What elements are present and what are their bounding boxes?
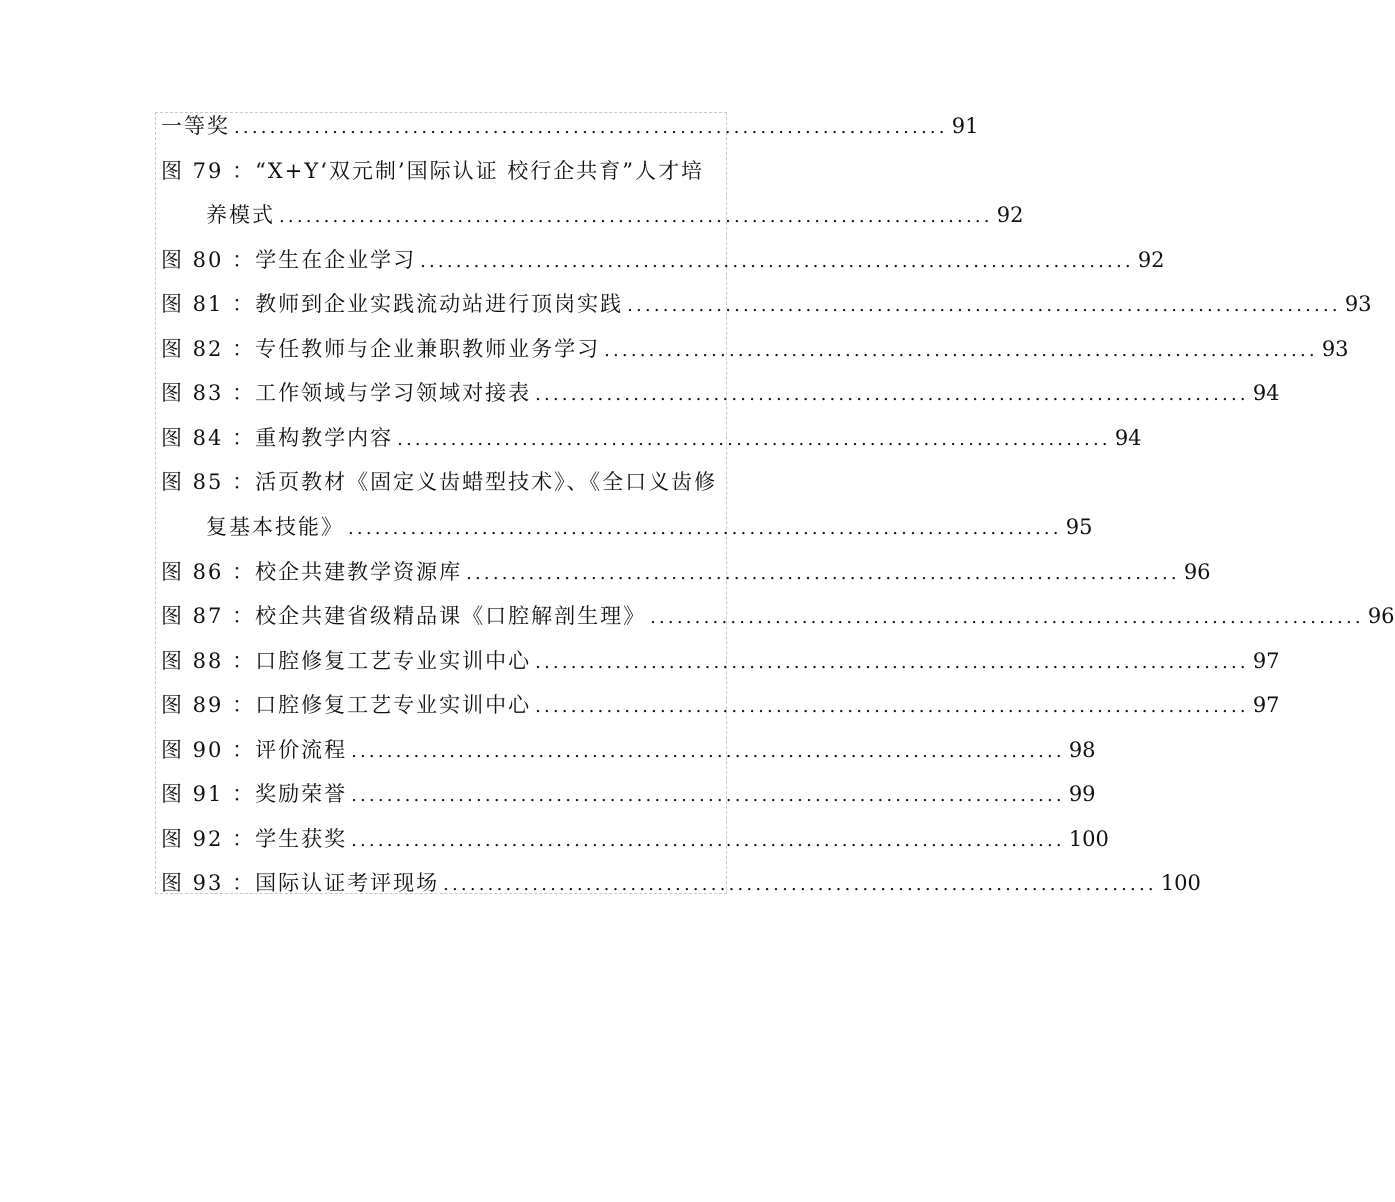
toc-page-number: 93 bbox=[1344, 292, 1372, 316]
dot-leader: ................................................................................ bbox=[351, 741, 1065, 762]
toc-entry-fig-83[interactable] bbox=[161, 378, 1280, 408]
toc-entry-fig-79[interactable] bbox=[161, 156, 722, 186]
toc-page-number: 92 bbox=[1137, 248, 1165, 272]
dot-leader: ................................................................................ bbox=[535, 696, 1249, 717]
toc-page-number: 93 bbox=[1321, 337, 1349, 361]
toc-entry-fig-91[interactable] bbox=[161, 779, 1096, 809]
toc-entry-fig-93[interactable] bbox=[161, 868, 1201, 898]
toc-page-number: 97 bbox=[1252, 693, 1280, 717]
toc-entry-title: 图 93 ：国际认证考评现场 bbox=[161, 871, 440, 895]
toc-entry-title: 图 79 ：“X+Y‘双元制’国际认证 校行企共育”人才培 bbox=[161, 159, 704, 183]
toc-entry-title: 图 86 ：校企共建教学资源库 bbox=[161, 560, 463, 584]
toc-page-number: 100 bbox=[1160, 871, 1201, 895]
toc-entry-fig-86[interactable] bbox=[161, 557, 1211, 587]
toc-entry-title: 图 87 ：校企共建省级精品课《口腔解剖生理》 bbox=[161, 604, 647, 628]
toc-entry-title: 图 89 ：口腔修复工艺专业实训中心 bbox=[161, 693, 532, 717]
toc-entry-fig-81[interactable] bbox=[161, 289, 1372, 319]
toc-entry-title: 图 85 ：活页教材《固定义齿蜡型技术》、《全口义齿修 bbox=[161, 470, 718, 494]
dot-leader: ................................................................................ bbox=[535, 652, 1249, 673]
toc-entry-title: 图 81 ：教师到企业实践流动站进行顶岗实践 bbox=[161, 292, 624, 316]
toc-page-number: 98 bbox=[1068, 738, 1096, 762]
dot-leader: ................................................................................ bbox=[351, 830, 1065, 851]
toc-entry-fig-92[interactable] bbox=[161, 824, 1109, 854]
toc-entry-fig-85[interactable] bbox=[161, 467, 722, 497]
toc-entry-title: 复基本技能》 bbox=[206, 515, 344, 539]
toc-page-number: 94 bbox=[1252, 381, 1280, 405]
toc-entry-title: 图 80 ：学生在企业学习 bbox=[161, 248, 417, 272]
dot-leader: ................................................................................ bbox=[535, 384, 1249, 405]
toc-entry-award[interactable] bbox=[161, 111, 979, 141]
toc-entry-title: 养模式 bbox=[206, 203, 275, 227]
toc-page-number: 97 bbox=[1252, 649, 1280, 673]
dot-leader: ................................................................................ bbox=[348, 518, 1062, 539]
toc-entry-title: 图 82 ：专任教师与企业兼职教师业务学习 bbox=[161, 337, 601, 361]
toc-entry-title: 图 91 ：奖励荣誉 bbox=[161, 782, 348, 806]
toc-entry-fig-87[interactable] bbox=[161, 601, 1395, 631]
toc-page-number: 92 bbox=[996, 203, 1024, 227]
toc-entry-title: 图 92 ：学生获奖 bbox=[161, 827, 348, 851]
toc-entry-fig-90[interactable] bbox=[161, 735, 1096, 765]
toc-page-number: 99 bbox=[1068, 782, 1096, 806]
toc-entry-fig-84[interactable] bbox=[161, 423, 1142, 453]
toc-entry-fig-88[interactable] bbox=[161, 646, 1280, 676]
toc-entry-fig-80[interactable] bbox=[161, 245, 1165, 275]
dot-leader: ................................................................................ bbox=[351, 785, 1065, 806]
toc-page-number: 96 bbox=[1183, 560, 1211, 584]
toc-entry-title: 图 84 ：重构教学内容 bbox=[161, 426, 394, 450]
toc-page-number: 100 bbox=[1068, 827, 1109, 851]
dot-leader: ................................................................................ bbox=[397, 429, 1111, 450]
toc-entry-title: 图 90 ：评价流程 bbox=[161, 738, 348, 762]
dot-leader: ................................................................................ bbox=[466, 563, 1180, 584]
dot-leader: ................................................................................ bbox=[627, 295, 1341, 316]
toc-entry-title: 图 83 ：工作领域与学习领域对接表 bbox=[161, 381, 532, 405]
toc-entry-fig-89[interactable] bbox=[161, 690, 1280, 720]
toc-page-number: 96 bbox=[1367, 604, 1395, 628]
dot-leader: ................................................................................ bbox=[650, 607, 1364, 628]
toc-entry-fig-82[interactable] bbox=[161, 334, 1349, 364]
toc-page-number: 95 bbox=[1065, 515, 1093, 539]
toc-entry-fig-85-continued[interactable] bbox=[206, 512, 1093, 542]
toc-page-number: 94 bbox=[1114, 426, 1142, 450]
dot-leader: ................................................................................ bbox=[279, 206, 993, 227]
toc-entry-title: 图 88 ：口腔修复工艺专业实训中心 bbox=[161, 649, 532, 673]
dot-leader: ................................................................................ bbox=[420, 251, 1134, 272]
toc-page-number: 91 bbox=[951, 114, 979, 138]
dot-leader: ................................................................................ bbox=[443, 874, 1157, 895]
toc-entry-fig-79-continued[interactable] bbox=[206, 200, 1024, 230]
dot-leader: ................................................................................ bbox=[604, 340, 1318, 361]
dot-leader: ................................................................................ bbox=[234, 117, 948, 138]
toc-entry-title: 一等奖 bbox=[161, 114, 230, 138]
